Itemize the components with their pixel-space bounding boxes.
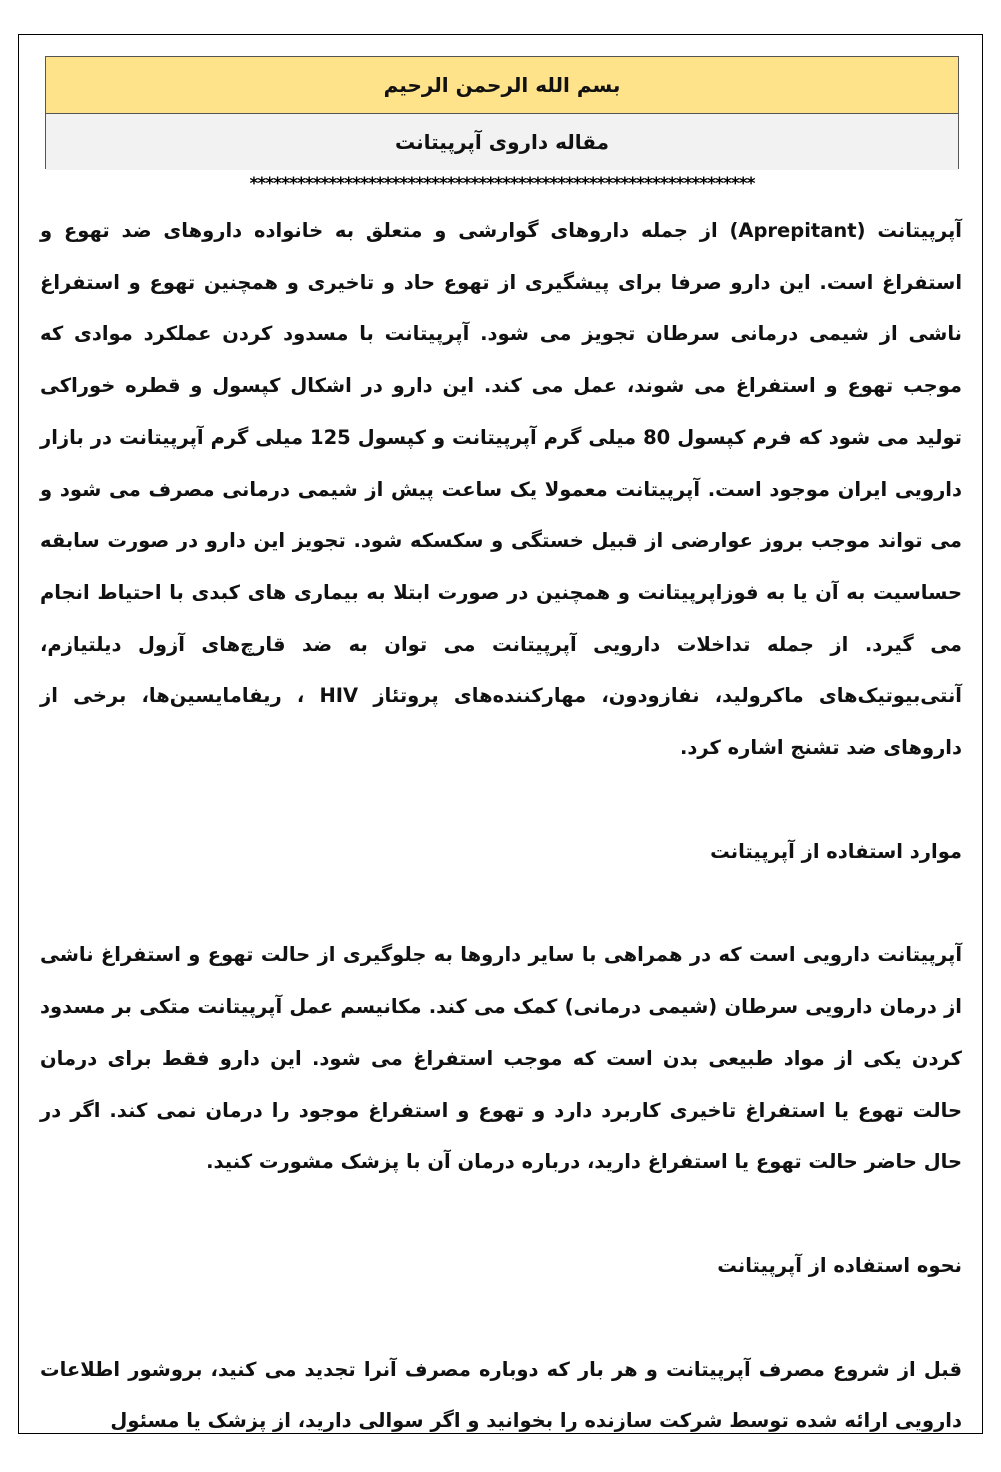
article-body bbox=[40, 205, 962, 1447]
uses-heading: موارد استفاده از آپرپیتانت bbox=[710, 839, 962, 863]
bismillah-line: بسم الله الرحمن الرحیم bbox=[46, 57, 958, 114]
separator-line: **************************************************************** bbox=[249, 174, 755, 194]
uses-paragraph: آپرپیتانت دارویی است که در همراهی با سایر داروها به جلوگیری از حالت تهوع و استفراغ ناشی از درمان دارویی سرطان (شیمی درمانی) کمک می کند. مکانیسم عمل آپرپیتانت متکی بر مسدود کردن یکی از مواد طبیعی بدن است که موجب استفراغ می شود. این دارو فقط برای درمان حالت تهوع یا استفراغ تاخیری کاربرد دارد و تهوع و استفراغ موجود را درمان نمی کند. اگر در حال حاضر حالت تهوع یا استفراغ دارید، درباره درمان آن با پزشک مشورت کنید. bbox=[40, 943, 962, 1174]
spacer bbox=[40, 877, 962, 929]
intro-paragraph: آپرپیتانت (Aprepitant) از جمله داروهای گوارشی و متعلق به خانواده داروهای ضد تهوع و استفراغ است. این دارو صرفا برای پیشگیری از تهوع حاد و تاخیری و همچنین تهوع و استفراغ ناشی از شیمی درمانی سرطان تجویز می شود. آپرپیتانت با مسدود کردن عملکرد موادی که موجب تهوع و استفراغ می شوند، عمل می کند. این دارو در اشکال کپسول و قطره خوراکی تولید می شود که فرم کپسول 80 میلی گرم آپرپیتانت و کپسول 125 میلی گرم آپرپیتانت در بازار دارویی ایران موجود است. آپرپیتانت معمولا یک ساعت پیش از شیمی درمانی مصرف می شود و می تواند موجب بروز عوارضی از قبیل خستگی و سکسکه شود. تجویز این دارو در صورت سابقه حساسیت به آن یا به فوزاپرپیتانت و همچنین در صورت ابتلا به بیماری های کبدی با احتیاط انجام می گیرد. از جمله تداخلات دارویی آپرپیتانت می توان به ضد قارچ‌های آزول دیلتیازم، آنتی‌بیوتیک‌های ماکرولید، نفازودون، مهارکننده‌های پروتئاز HIV ، ریفامایسین‌ها، برخی از داروهای ضد تشنج اشاره کرد. bbox=[40, 219, 963, 760]
spacer bbox=[40, 1292, 962, 1344]
document-header bbox=[45, 56, 959, 169]
howto-paragraph: قبل از شروع مصرف آپرپیتانت و هر بار که دوباره مصرف آنرا تجدید می کنید، بروشور اطلاعات دارویی ارائه شده توسط شرکت سازنده را بخوانید و اگر سوالی دارید، از پزشک یا مسئول bbox=[40, 1357, 962, 1433]
page-title: مقاله داروی آپرپیتانت bbox=[46, 114, 958, 170]
spacer bbox=[40, 774, 962, 826]
howto-heading: نحوه استفاده از آپرپیتانت bbox=[717, 1253, 962, 1277]
spacer bbox=[40, 1188, 962, 1240]
